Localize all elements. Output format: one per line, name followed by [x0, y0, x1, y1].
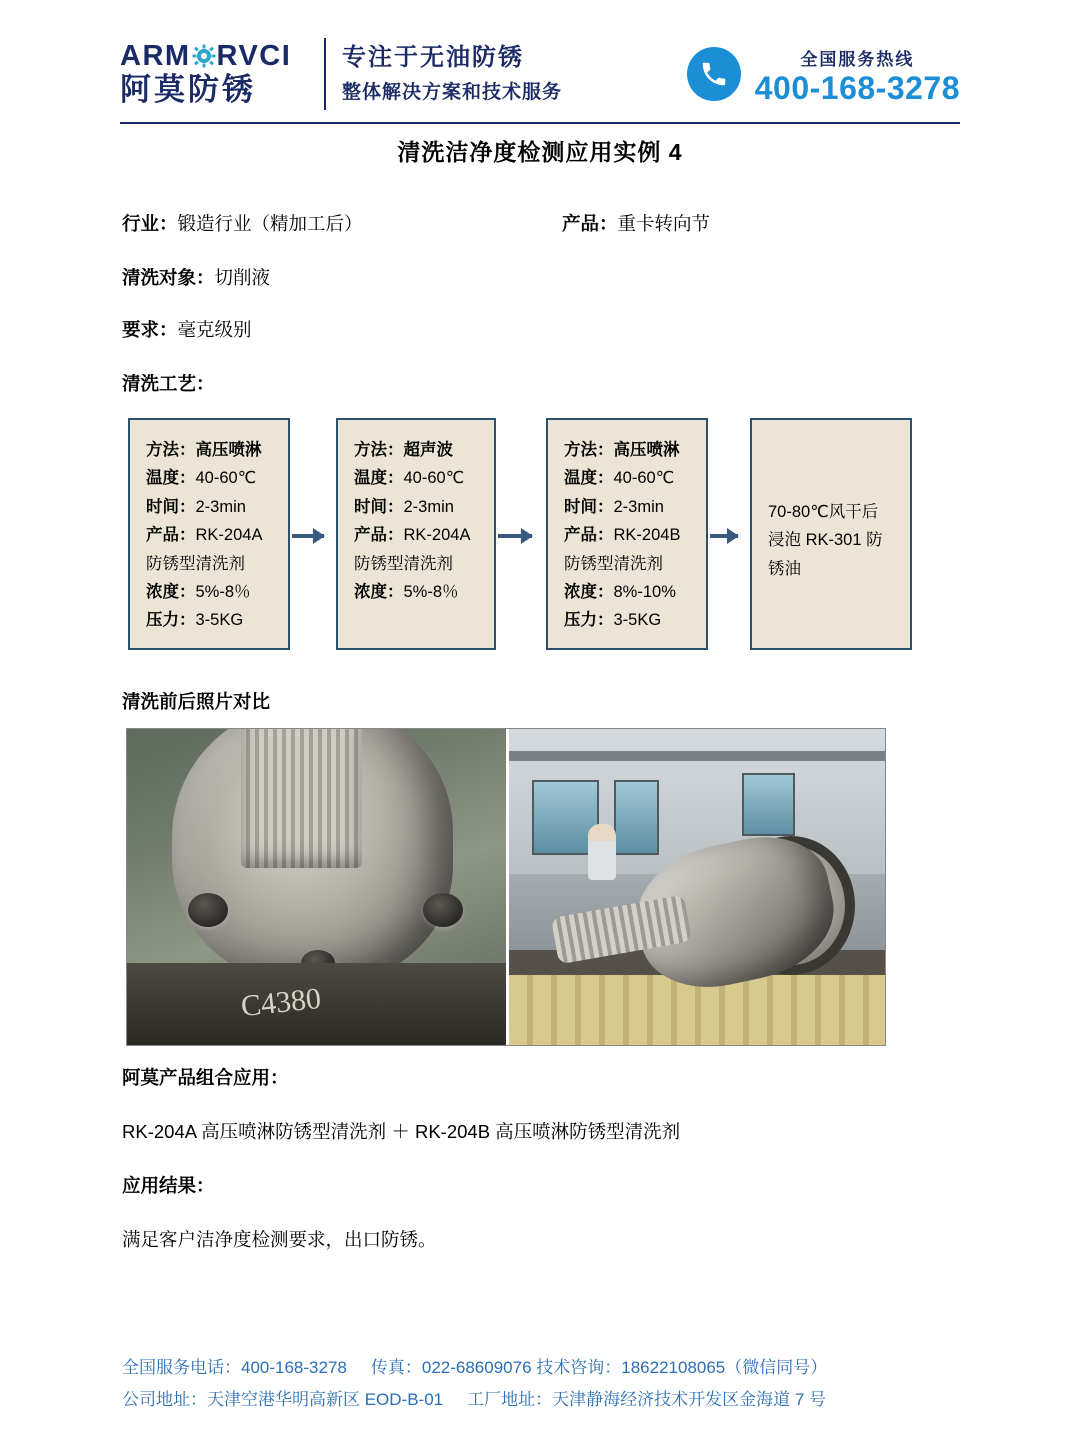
- header-rule: [120, 122, 960, 124]
- flow-1-l2-value: 40-60℃: [195, 469, 257, 488]
- photo-before-marking: C4380: [239, 981, 323, 1023]
- flow-1-l7-value: 3-5KG: [195, 611, 244, 630]
- flow-step-3: [546, 418, 708, 650]
- photo-comparison: [126, 728, 886, 1046]
- flow-step-4-line-1: 70-80℃风干后: [768, 503, 879, 521]
- photo-before: [127, 729, 506, 1045]
- flow-step-3-line-6: [564, 578, 692, 606]
- logo-english-part1: ARM: [120, 39, 191, 72]
- company-logo: [120, 41, 320, 108]
- flow-step-1-line-5: [146, 550, 274, 578]
- combo-heading: 阿莫产品组合应用：: [122, 1067, 289, 1088]
- flow-1-l1-value: 高压喷淋: [195, 441, 262, 459]
- flow-2-l2-label: 温度：: [354, 469, 404, 488]
- phone-icon: [687, 47, 741, 101]
- flow-step-3-line-2: [564, 464, 692, 492]
- page-header: [120, 28, 960, 120]
- flow-step-4-line-2: 浸泡 RK-301 防: [768, 531, 883, 550]
- info-row-requirement: [122, 316, 962, 342]
- requirement-label: 要求：: [122, 319, 178, 340]
- flow-3-l1-value: 高压喷淋: [613, 441, 680, 459]
- object-label: 清洗对象：: [122, 267, 215, 288]
- photo-before-hole-2: [423, 893, 463, 927]
- flow-3-l4-label: 产品：: [564, 526, 614, 545]
- flow-step-2-line-5: [354, 550, 480, 578]
- hotline-label: 全国服务热线: [800, 49, 915, 69]
- flow-3-l6-label: 浓度：: [564, 582, 614, 601]
- flow-3-l6-value: 8%-10%: [613, 582, 676, 601]
- flow-arrow-2: [498, 534, 532, 538]
- flow-3-l5-value: 防锈型清洗剂: [564, 554, 663, 573]
- flow-step-3-line-1: [564, 436, 692, 464]
- photo-section-heading: 清洗前后照片对比: [122, 691, 271, 712]
- industry-value: 锻造行业（精加工后）: [177, 213, 363, 234]
- flow-1-l1-label: 方法：: [146, 441, 196, 459]
- flow-step-1-line-4: [146, 521, 274, 549]
- flow-3-l2-value: 40-60℃: [613, 469, 675, 488]
- flow-step-2-line-6: [354, 578, 480, 606]
- object-value: 切削液: [214, 267, 271, 288]
- flow-1-l3-value: 2-3min: [195, 497, 246, 516]
- flow-step-3-line-7: [564, 606, 692, 634]
- flow-arrow-3: [710, 534, 738, 538]
- industry-label: 行业：: [122, 213, 178, 234]
- flow-1-l6-label: 浓度：: [146, 582, 196, 601]
- flow-arrow-1: [292, 534, 324, 538]
- hotline-text: [755, 45, 960, 104]
- combo-text: RK-204A 高压喷淋防锈型清洗剂 ＋ RK-204B 高压喷淋防锈型清洗剂: [122, 1121, 681, 1142]
- product-label: 产品：: [562, 213, 618, 234]
- footer-fax-tech: 传真：022-68609076 技术咨询：18622108065（微信同号）: [370, 1358, 828, 1377]
- flow-2-l1-label: 方法：: [354, 441, 404, 459]
- photo-after-person: [588, 824, 616, 880]
- product-group: [562, 210, 710, 236]
- flow-step-2-line-4: [354, 521, 480, 549]
- flow-2-l1-value: 超声波: [403, 441, 453, 459]
- hotline-number: 400-168-3278: [754, 69, 960, 106]
- flow-3-l1-label: 方法：: [564, 441, 614, 459]
- flow-2-l4-value: RK-204A: [403, 526, 471, 545]
- flow-3-l3-label: 时间：: [564, 497, 614, 516]
- logo-english: [120, 41, 310, 71]
- flow-step-1-line-3: [146, 493, 274, 521]
- flow-2-l3-label: 时间：: [354, 497, 404, 516]
- flow-step-1-line-1: [146, 436, 274, 464]
- photo-before-hole-1: [188, 893, 228, 927]
- slogan-line-2: 整体解决方案和技术服务: [342, 81, 563, 103]
- flow-step-2-line-1: [354, 436, 480, 464]
- footer-company-address: 公司地址：天津空港华明高新区 EOD-B-01: [122, 1390, 444, 1409]
- slogan-line-1: 专注于无油防锈: [342, 44, 524, 72]
- flow-step-4-line-3: 锈油: [768, 559, 801, 578]
- process-label: 清洗工艺：: [122, 373, 215, 394]
- flow-2-l5-value: 防锈型清洗剂: [354, 554, 453, 573]
- logo-english-part2: RVCI: [216, 39, 292, 72]
- flow-step-1-line-2: [146, 464, 274, 492]
- flow-3-l7-label: 压力：: [564, 611, 614, 630]
- logo-chinese: 阿莫防锈: [120, 72, 256, 108]
- info-row-object: [122, 264, 962, 290]
- flow-step-4: [750, 418, 912, 650]
- process-flow: [128, 418, 958, 650]
- flow-1-l4-value: RK-204A: [195, 526, 263, 545]
- photo-after-window-2: [614, 780, 659, 856]
- header-divider: [324, 38, 326, 110]
- footer-factory-address: 工厂地址：天津静海经济技术开发区金海道 7 号: [467, 1390, 827, 1409]
- flow-step-1: [128, 418, 290, 650]
- flow-2-l6-label: 浓度：: [354, 582, 404, 601]
- flow-3-l4-value: RK-204B: [613, 526, 681, 545]
- flow-step-2: [336, 418, 496, 650]
- flow-2-l4-label: 产品：: [354, 526, 404, 545]
- flow-step-3-line-5: [564, 550, 692, 578]
- flow-step-2-line-3: [354, 493, 480, 521]
- flow-1-l2-label: 温度：: [146, 469, 196, 488]
- flow-1-l6-value: 5%-8％: [195, 582, 251, 601]
- photo-after-window-3: [742, 773, 795, 836]
- flow-1-l3-label: 时间：: [146, 497, 196, 516]
- flow-3-l3-value: 2-3min: [613, 497, 664, 516]
- footer-line-2: [122, 1384, 982, 1416]
- flow-step-3-line-3: [564, 493, 692, 521]
- flow-step-3-line-4: [564, 521, 692, 549]
- info-row-industry: [122, 210, 962, 236]
- flow-step-1-line-7: [146, 606, 274, 634]
- flow-2-l2-value: 40-60℃: [403, 469, 465, 488]
- photo-after: [506, 729, 885, 1045]
- flow-2-l6-value: 5%-8％: [403, 582, 459, 601]
- flow-step-2-line-2: [354, 464, 480, 492]
- page-title: 清洗洁净度检测应用实例 4: [397, 139, 683, 165]
- slogan-block: [342, 42, 562, 105]
- photo-after-beam: [509, 751, 885, 761]
- flow-step-1-line-6: [146, 578, 274, 606]
- flow-1-l7-label: 压力：: [146, 611, 196, 630]
- footer-phone: 全国服务电话：400-168-3278: [122, 1358, 347, 1377]
- info-row-process: [122, 370, 962, 396]
- product-value: 重卡转向节: [617, 213, 711, 234]
- flow-1-l5-value: 防锈型清洗剂: [146, 554, 245, 573]
- gear-icon: [192, 44, 216, 68]
- footer-line-1: [122, 1352, 982, 1384]
- result-heading: 应用结果：: [122, 1175, 215, 1196]
- flow-1-l4-label: 产品：: [146, 526, 196, 545]
- requirement-value: 毫克级别: [177, 319, 252, 340]
- flow-3-l2-label: 温度：: [564, 469, 614, 488]
- hotline-block: [687, 45, 960, 104]
- result-text: 满足客户洁净度检测要求，出口防锈。: [122, 1229, 437, 1250]
- flow-2-l3-value: 2-3min: [403, 497, 454, 516]
- flow-3-l7-value: 3-5KG: [613, 611, 662, 630]
- photo-before-shaft: [241, 729, 362, 868]
